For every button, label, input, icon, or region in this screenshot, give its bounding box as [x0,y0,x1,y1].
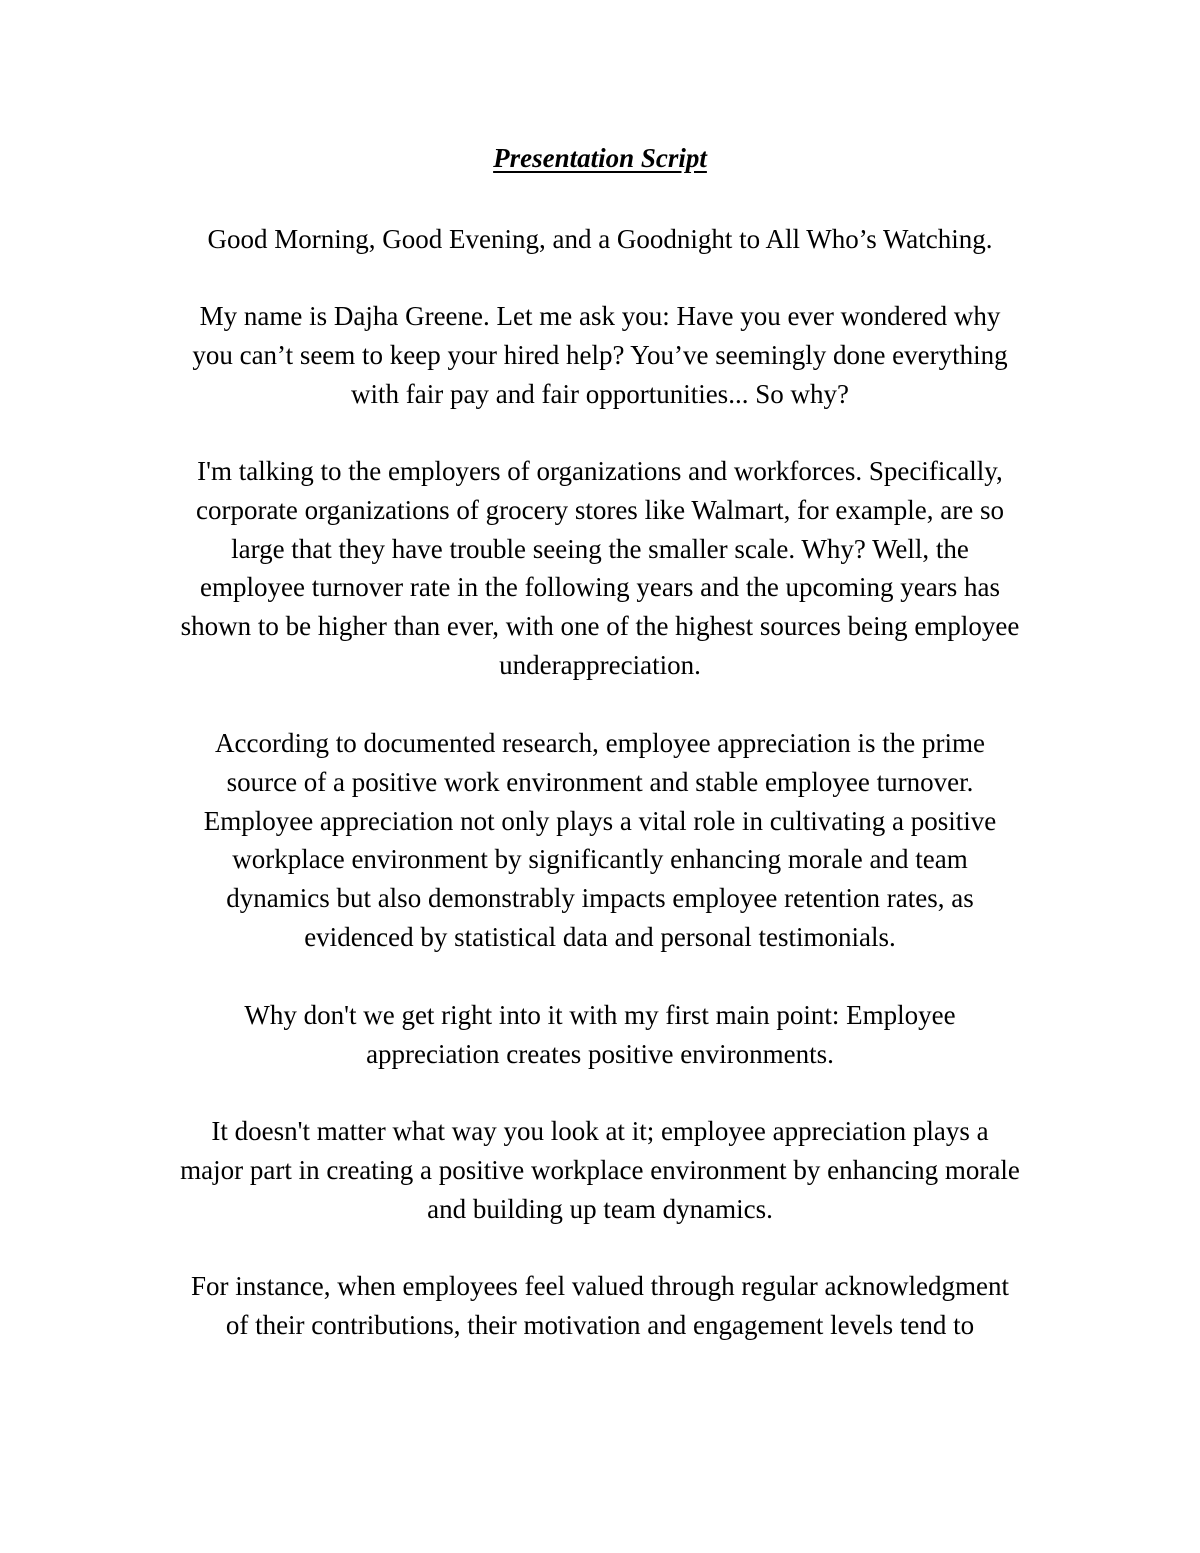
paragraph-audience [138,452,1062,685]
paragraph-example [138,1267,1062,1345]
text-line: Employee appreciation not only plays a vital role in cultivating a positive [203,805,997,836]
paragraph-morale [138,1112,1062,1228]
text-line: and building up team dynamics. [427,1193,773,1224]
text-line: Good Morning, Good Evening, and a Goodnight to All Who’s Watching. [207,224,993,254]
text-line: dynamics but also demonstrably impacts employee retention rates, as [226,883,974,914]
text-line: For instance, when employees feel valued through regular acknowledgment [191,1271,1009,1301]
text-line: underappreciation. [499,649,701,680]
text-line: My name is Dajha Greene. Let me ask you: Have you ever wondered why [199,301,1001,331]
text-line: evidenced by statistical data and personal testimonials. [304,921,896,952]
text-line: According to documented research, employee appreciation is the prime [215,728,985,758]
text-line: appreciation creates positive environments. [366,1038,834,1069]
document-title: Presentation Script [493,143,707,173]
paragraph-greeting [138,220,1062,259]
text-line: source of a positive work environment and stable employee turnover. [226,766,974,797]
paragraph-first-point [138,996,1062,1074]
paragraph-introduction [138,297,1062,413]
paragraph-thesis [138,724,1062,957]
text-line: large that they have trouble seeing the smaller scale. Why? Well, the [231,533,969,564]
text-line: It doesn't matter what way you look at it; employee appreciation plays a [211,1116,989,1146]
text-line: Why don't we get right into it with my first main point: Employee [244,1000,956,1030]
text-line: employee turnover rate in the following years and the upcoming years has [200,572,1000,603]
text-line: major part in creating a positive workplace environment by enhancing morale [180,1154,1020,1185]
text-line: I'm talking to the employers of organizations and workforces. Specifically, [197,456,1003,486]
text-line: you can’t seem to keep your hired help? You’ve seemingly done everything [192,339,1008,370]
text-line: shown to be higher than ever, with one of the highest sources being employee [180,611,1020,642]
text-line: with fair pay and fair opportunities... So why? [351,378,849,409]
text-line: corporate organizations of grocery stores like Walmart, for example, are so [195,494,1005,525]
text-line: of their contributions, their motivation and engagement levels tend to [225,1309,975,1340]
text-line: workplace environment by significantly enhancing morale and team [232,844,968,875]
